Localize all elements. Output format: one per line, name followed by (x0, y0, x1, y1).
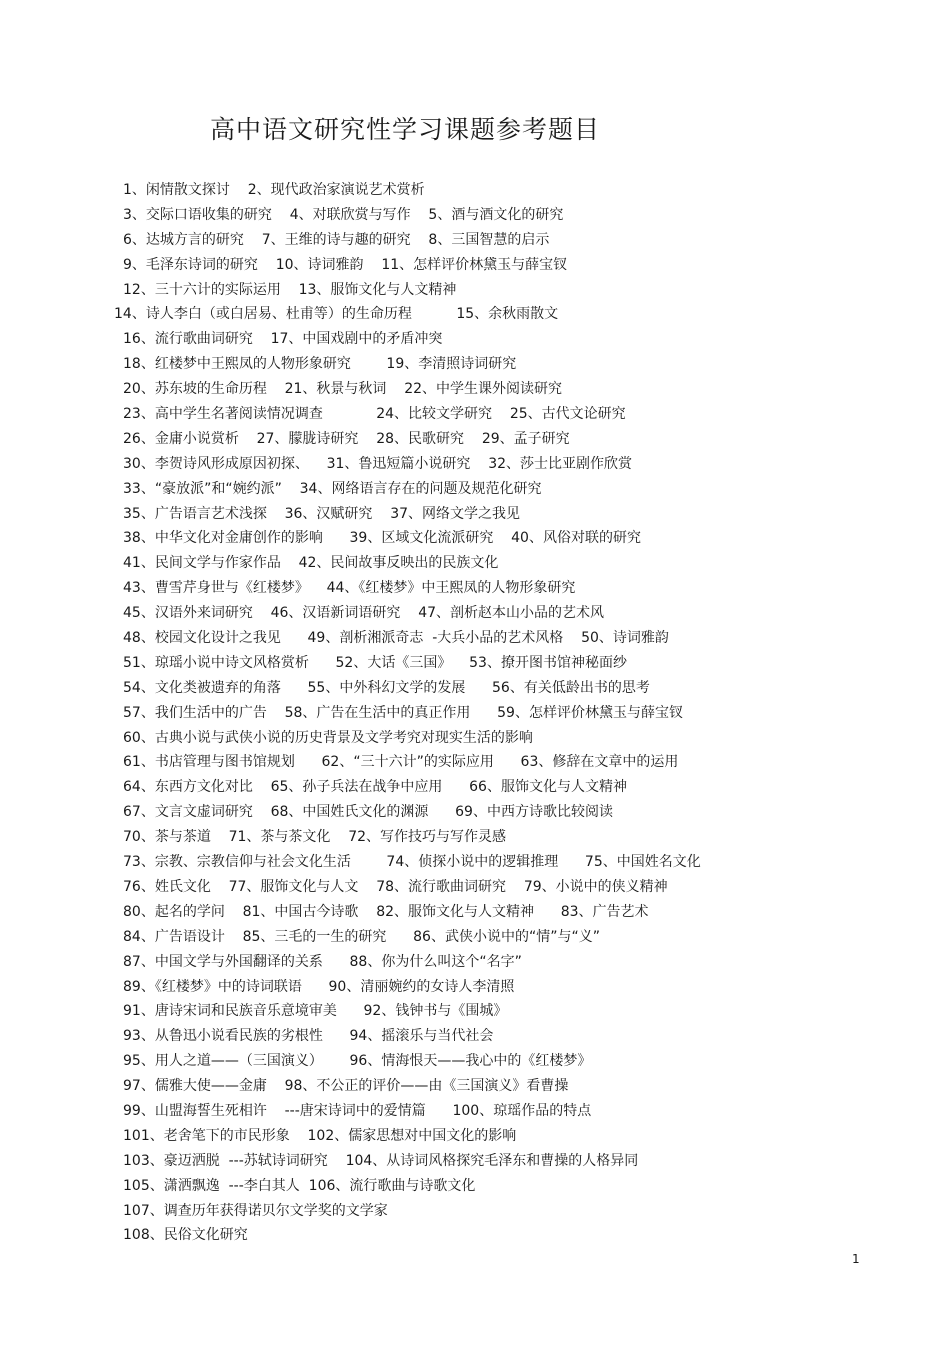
topic-line: 3、交际口语收集的研究 4、对联欣赏与写作 5、酒与酒文化的研究 (123, 206, 564, 223)
topic-line: 103、豪迈洒脱 ---苏轼诗词研究 104、从诗词风格探究毛泽东和曹操的人格异同 (123, 1152, 639, 1169)
topic-line: 93、从鲁迅小说看民族的劣根性 94、摇滚乐与当代社会 (123, 1028, 494, 1045)
topic-line: 91、唐诗宋词和民族音乐意境审美 92、钱钟书与《围城》 (123, 1003, 508, 1020)
topic-line: 101、老舍笔下的市民形象 102、儒家思想对中国文化的影响 (123, 1127, 517, 1144)
topic-line: 48、校园文化设计之我见 49、剖析湘派奇志 -大兵小品的艺术风格 50、诗词雅韵 (123, 630, 669, 647)
topic-line: 6、达城方言的研究 7、王维的诗与趣的研究 8、三国智慧的启示 (123, 231, 550, 248)
topic-line: 45、汉语外来词研究 46、汉语新词语研究 47、剖析赵本山小品的艺术风 (123, 605, 605, 622)
page-title: 高中语文研究性学习课题参考题目 (209, 115, 600, 144)
topic-line: 54、文化类被遗弃的角落 55、中外科幻文学的发展 56、有关低龄出书的思考 (123, 679, 650, 696)
topic-line: 1、闲情散文探讨 2、现代政治家演说艺术赏析 (123, 182, 425, 198)
topic-line: 70、茶与茶道 71、茶与茶文化 72、写作技巧与写作灵感 (123, 829, 507, 846)
topic-line: 30、李贺诗风形成原因初探、 31、鲁迅短篇小说研究 32、莎士比亚剧作欣赏 (123, 455, 633, 472)
topic-line: 107、调查历年获得诺贝尔文学奖的文学家 (123, 1202, 388, 1219)
topic-line: 89、《红楼梦》中的诗词联语 90、清丽婉约的女诗人李清照 (123, 978, 515, 995)
topic-line: 105、潇洒飘逸 ---李白其人 106、流行歌曲与诗歌文化 (123, 1177, 476, 1194)
topic-line: 35、广告语言艺术浅探 36、汉赋研究 37、网络文学之我见 (123, 505, 521, 522)
topic-line: 20、苏东坡的生命历程 21、秋景与秋词 22、中学生课外阅读研究 (123, 381, 563, 398)
topic-line: 64、东西方文化对比 65、孙子兵法在战争中应用 66、服饰文化与人文精神 (123, 779, 627, 796)
topic-line: 108、民俗文化研究 (123, 1227, 248, 1244)
topic-line: 99、山盟海誓生死相许 ---唐宋诗词中的爱情篇 100、琼瑶作品的特点 (123, 1102, 592, 1119)
topic-line: 43、曹雪芹身世与《红楼梦》 44、《红楼梦》中王熙凤的人物形象研究 (123, 580, 576, 597)
topic-line: 16、流行歌曲词研究 17、中国戏剧中的矛盾冲突 (123, 331, 443, 348)
topic-line: 76、姓氏文化 77、服饰文化与人文 78、流行歌曲词研究 79、小说中的侠义精神 (123, 878, 668, 895)
topic-line: 61、书店管理与图书馆规划 62、“三十六计”的实际应用 63、修辞在文章中的运用 (123, 754, 679, 771)
topic-list (114, 178, 883, 1248)
topic-line: 33、“豪放派”和“婉约派” 34、网络语言存在的问题及规范化研究 (123, 480, 542, 497)
topic-line: 38、中华文化对金庸创作的影响 39、区域文化流派研究 40、风俗对联的研究 (123, 530, 641, 547)
topic-line: 84、广告语设计 85、三毛的一生的研究 86、武侠小说中的“情”与“义” (123, 928, 600, 945)
topic-line: 51、琼瑶小说中诗文风格赏析 52、大话《三国》 53、撩开图书馆神秘面纱 (123, 654, 627, 671)
topic-line: 80、起名的学问 81、中国古今诗歌 82、服饰文化与人文精神 83、广告艺术 (123, 903, 649, 920)
topic-line: 57、我们生活中的广告 58、广告在生活中的真正作用 59、怎样评价林黛玉与薛宝钗 (123, 704, 683, 721)
topic-line: 95、用人之道——（三国演义） 96、情海恨天——我心中的《红楼梦》 (123, 1053, 592, 1070)
topic-line: 26、金庸小说赏析 27、朦胧诗研究 28、民歌研究 29、孟子研究 (123, 430, 570, 447)
topic-line: 97、儒雅大使——金庸 98、不公正的评价——由《三国演义》看曹操 (123, 1078, 569, 1095)
topic-line: 67、文言文虚词研究 68、中国姓氏文化的渊源 69、中西方诗歌比较阅读 (123, 804, 613, 821)
topic-line: 12、三十六计的实际运用 13、服饰文化与人文精神 (123, 281, 457, 298)
topic-line: 14、诗人李白（或白居易、杜甫等）的生命历程 15、余秋雨散文 (114, 306, 559, 323)
topic-line: 41、民间文学与作家作品 42、民间故事反映出的民族文化 (123, 555, 499, 572)
topic-line: 9、毛泽东诗词的研究 10、诗词雅韵 11、怎样评价林黛玉与薛宝钗 (123, 256, 568, 273)
topic-line: 73、宗教、宗教信仰与社会文化生活 74、侦探小说中的逻辑推理 75、中国姓名文化 (123, 854, 701, 871)
topic-line: 87、中国文学与外国翻译的关系 88、你为什么叫这个“名字” (123, 953, 522, 970)
page-number: 1 (852, 1252, 860, 1266)
topic-line: 23、高中学生名著阅读情况调查 24、比较文学研究 25、古代文论研究 (123, 406, 626, 423)
topic-line: 18、红楼梦中王熙凤的人物形象研究 19、李清照诗词研究 (123, 356, 517, 373)
topic-line: 60、古典小说与武侠小说的历史背景及文学考究对现实生活的影响 (123, 729, 533, 746)
